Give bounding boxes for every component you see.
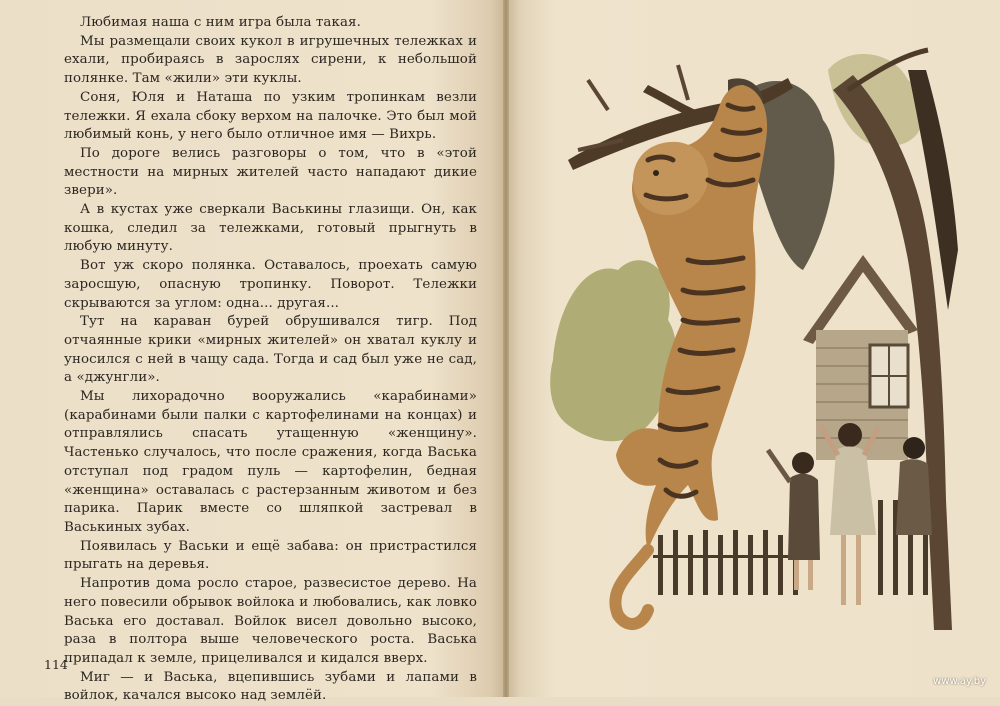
text-block [64,14,477,706]
paragraph: Появилась у Васьки и ещё забава: он пристрастился прыгать на деревья. [64,538,477,573]
page-number: 114 [44,657,68,672]
tiger-tail [615,550,648,624]
paragraph: Любимая наша с ним игра была такая. [80,15,361,30]
paragraph: Миг — и Васька, вцепившись зубами и лапами в войлок, качался высоко над землёй. [64,669,477,704]
paragraph: Напротив дома росло старое, развесистое дерево. На него повесили обрывок войлока и любовались, как ловко Васька его доставал. Войлок висел довольно высоко, раза в полтора выше человеческого роста. Васька припадал к земле, прицеливался и кидался вверх. [64,576,477,666]
watermark: www.ay.by [933,676,986,687]
paragraph: Соня, Юля и Наташа по узким тропинкам везли тележки. Я ехала сбоку верхом на палочке. Это был мой любимый конь, у него было отличное имя — Вихрь. [64,89,477,143]
child-left [768,450,820,590]
paragraph: По дороге велись разговоры о том, что в «этой местности на мирных жителей часто нападают дикие звери». [64,145,477,199]
book-spine [503,0,509,697]
paragraph: А в кустах уже сверкали Васькины глазищи. Он, как кошка, следил за тележками, готовый прыгнуть в любую минуту. [64,202,477,255]
left-bush [550,260,676,441]
paragraph: Мы размещали своих кукол в игрушечных тележках и ехали, пробираясь в зарослях сирени, к небольшой полянке. Там «жили» эти куклы. [64,33,477,87]
tiger-illustration [548,30,968,640]
paragraph: Вот уж скоро полянка. Оставалось, проехать самую заросшую, опасную тропинку. Поворот. Тележки скрываются за углом: одна... другая... [64,258,477,311]
paragraph: Тут на караван бурей обрушивался тигр. Под отчаянные крики «мирных жителей» он хватал куклу и уносился с ней в чащу сада. Тогда и сад был уже не сад, а «джунгли». [64,314,477,386]
paragraph: Мы лихорадочно вооружались «карабинами» (карабинами были палки с картофелинами на концах) и отправлялись спасать утащенную «женщину». Частенько случалось, что после сражения, когда Васька отступал под градом пуль — картофелин, бедная «женщина» оставалась с растерзанным животом и без парика. Парик вместе со шляпкой застревал в Васькиных зубах. [64,389,477,535]
